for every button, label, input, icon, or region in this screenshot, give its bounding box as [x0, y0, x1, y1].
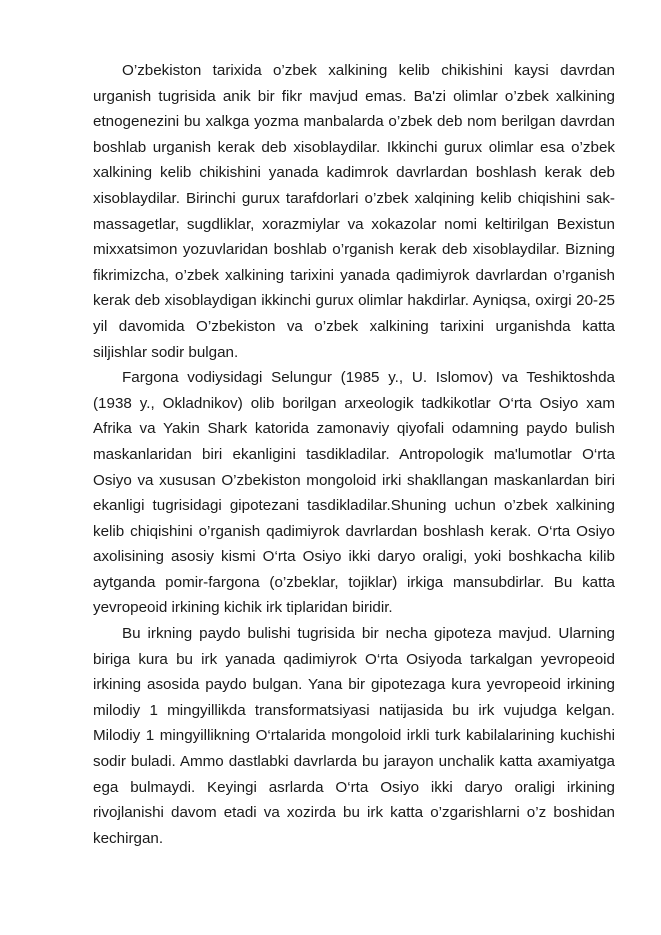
paragraph-1: O’zbekiston tarixida o’zbek xalkining kelib chikishini kaysi davrdan urganish tugrisida anik bir fikr mavjud emas. Ba'zi olimlar o’zbek xalkining etnogenezini bu xalkga yozma manbalarda o’zbek deb nom berilgan davrdan boshlab urganish kerak deb xisoblaydilar. Ikkinchi gurux olimlar esa o’zbek xalkining kelib chikishini yanada kadimrok davrlardan boshlash kerak deb xisoblaydilar. Birinchi gurux tarafdorlari o’zbek xalqining kelib chiqishini sak-massagetlar, sugdliklar, xorazmiylar va xokazolar nomi keltirilgan Bexistun mixxatsimon yozuvlaridan boshlab o’rganish kerak deb xisoblaydilar. Bizning fikrimizcha, o’zbek xalkining tarixini yanada qadimiyrok davrlardan o’rganish kerak deb xisoblaydigan ikkinchi gurux olimlar hakdirlar. Ayniqsa, oxirgi 20-25 yil davomida O’zbekiston va o’zbek xalkining tarixini urganishda katta siljishlar sodir bulgan. [93, 62, 615, 361]
paragraph-2: Fargona vodiysidagi Selungur (1985 y., U. Islomov) va Teshiktoshda (1938 y., Okladnikov) olib borilgan arxeologik tadkikotlar O‘rta Osiyo xam Afrika va Yakin Shark katorida zamonaviy qiyofali odamning paydo bulish maskanlaridan biri ekanligini tasdikladilar. Antropologik ma'lumotlar O‘rta Osiyo va xususan O’zbekiston mongoloid irki shakllangan maskanlardan biri ekanligi tugrisidagi gipotezani tasdikladilar.Shuning uchun o’zbek xalkining kelib chiqishini o’rganish qadimiyrok davrlardan boshlash kerak. O‘rta Osiyo axolisining asosiy kismi O‘rta Osiyo ikki daryo oraligi, yoki boshkacha kilib aytganda pomir-fargona (o’zbeklar, tojiklar) irkiga mansubdirlar. Bu katta yevropeoid irkining kichik irk tiplaridan biridir. [93, 369, 615, 617]
document-page [93, 58, 615, 851]
paragraph-3: Bu irkning paydo bulishi tugrisida bir necha gipoteza mavjud. Ularning biriga kura bu irk yanada qadimiyrok O‘rta Osiyoda tarkalgan yevropeoid irkining asosida paydo bulgan. Yana bir gipotezaga kura yevropeoid irkining milodiy 1 mingyillikda transformatsiyasi natijasida bu irk vujudga kelgan. Milodiy 1 mingyillikning O‘rtalarida mongoloid irkli turk kabilalarining kuchishi sodir buladi. Ammo dastlabki davrlarda bu jarayon unchalik katta axamiyatga ega bulmaydi. Keyingi asrlarda O‘rta Osiyo ikki daryo oraligi irkining rivojlanishi davom etadi va xozirda bu irk katta o’zgarishlarni o’z boshidan kechirgan. [93, 625, 615, 847]
